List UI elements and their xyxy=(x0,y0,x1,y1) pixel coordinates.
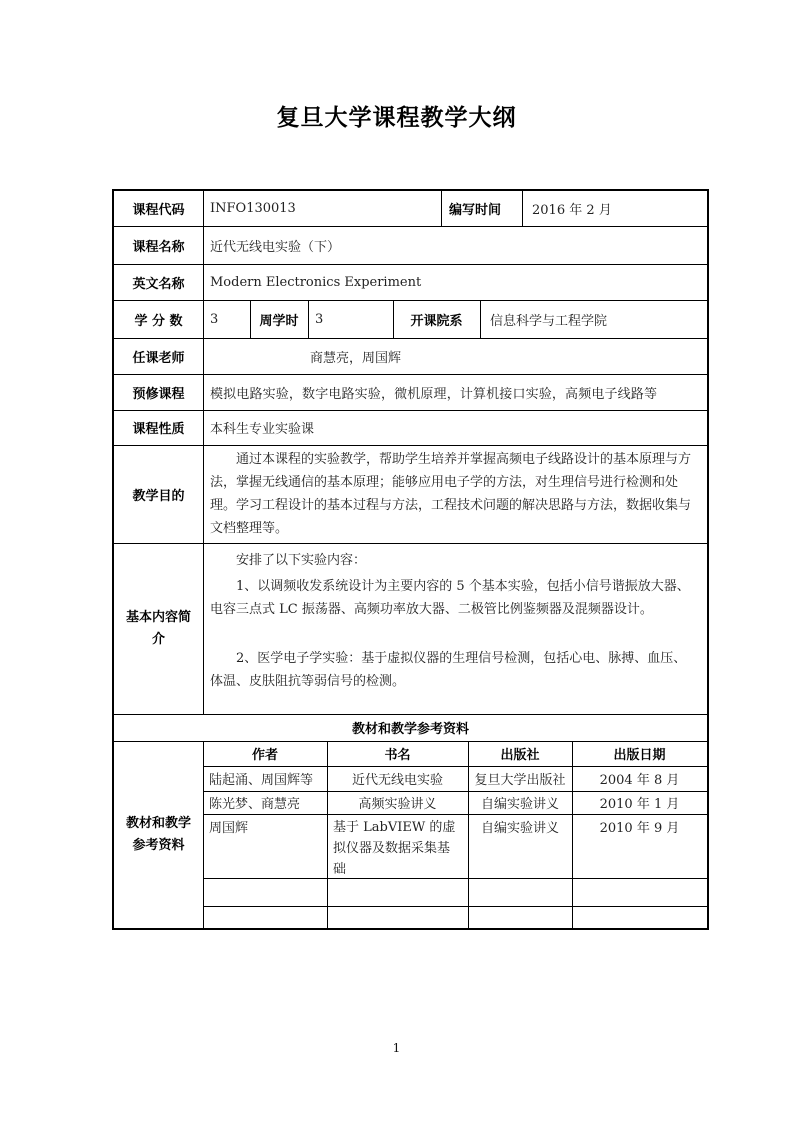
written-time-label: 编写时间 xyxy=(449,203,502,218)
objective-label: 教学目的 xyxy=(132,488,185,504)
written-time-value: 2016 年 2 月 xyxy=(532,203,612,218)
nature-value: 本科生专业实验课 xyxy=(210,422,315,437)
table-row-2-author: 陈光梦、商慧亮 xyxy=(209,797,301,812)
objective-text: 通过本课程的实验教学，帮助学生培养并掌握高频电子线路设计的基本原理与方法，掌握无线通信的基本原理；能够应用电子学的方法，对生理信号进行检测和处理。学习工程设计的基本过程与方法，工程技术问题的解决思路与方法，数据收集与文档整理等。 xyxy=(210,452,692,536)
prerequisites-label: 预修课程 xyxy=(132,386,185,402)
table-row-2-date: 2010 年 1 月 xyxy=(599,797,680,812)
course-name-value: 近代无线电实验（下） xyxy=(210,239,341,255)
table-row-1-author: 陆起涌、周国辉等 xyxy=(209,773,314,788)
table-row-3-book: 基于 LabVIEW 的虚拟仪器及数据采集基础 xyxy=(333,820,456,877)
page-title: 复旦大学课程教学大纲 xyxy=(276,105,517,131)
references-section-title: 教材和教学参考资料 xyxy=(351,722,469,737)
course-name-label: 课程名称 xyxy=(132,239,185,255)
table-row-3-author: 周国辉 xyxy=(209,821,249,836)
content-label: 基本内容简介 xyxy=(125,609,191,647)
content-item-2: 2、医学电子学实验：基于虚拟仪器的生理信号检测，包括心电、脉搏、血压、体温、皮肤阻抗等弱信号的检测。 xyxy=(210,651,687,689)
table-row-4-author xyxy=(203,878,327,906)
teachers-value: 商慧亮，周国辉 xyxy=(310,350,402,366)
table-row-4-book xyxy=(327,878,468,906)
table-row-3-date: 2010 年 9 月 xyxy=(599,821,680,836)
table-row-5-publisher xyxy=(468,906,572,928)
column-header-publisher: 出版社 xyxy=(500,748,540,763)
table-row-3-publisher: 自编实验讲义 xyxy=(480,821,559,836)
table-row-4-date xyxy=(572,878,707,906)
credits-value: 3 xyxy=(210,311,219,327)
weekly-hours-label: 周学时 xyxy=(259,313,299,329)
table-row-2-book: 高频实验讲义 xyxy=(358,797,437,812)
weekly-hours-value: 3 xyxy=(315,311,324,327)
syllabus-table xyxy=(112,189,709,930)
table-row-2-publisher: 自编实验讲义 xyxy=(480,797,559,812)
references-side-label: 教材和教学参考资料 xyxy=(125,815,191,853)
table-row-5-date xyxy=(572,906,707,928)
english-name-value: Modern Electronics Experiment xyxy=(210,274,422,290)
prerequisites-value: 模拟电路实验，数字电路实验，微机原理，计算机接口实验，高频电子线路等 xyxy=(210,386,658,402)
page-number: 1 xyxy=(392,1041,401,1055)
table-row-1-date: 2004 年 8 月 xyxy=(599,773,680,788)
content-item-1: 1、以调频收发系统设计为主要内容的 5 个基本实验，包括小信号谐振放大器、电容三点式 LC 振荡器、高频功率放大器、二极管比例鉴频器及混频器设计。 xyxy=(210,579,690,617)
content-intro: 安排了以下实验内容： xyxy=(236,553,367,568)
column-header-date: 出版日期 xyxy=(613,748,666,763)
english-name-label: 英文名称 xyxy=(132,276,185,292)
department-label: 开课院系 xyxy=(410,313,463,329)
column-header-author: 作者 xyxy=(251,748,278,763)
table-row-1-publisher: 复旦大学出版社 xyxy=(474,773,566,788)
table-row-5-book xyxy=(327,906,468,928)
course-code-label: 课程代码 xyxy=(132,203,185,218)
course-code-value: INFO130013 xyxy=(210,201,296,216)
table-row-4-publisher xyxy=(468,878,572,906)
table-row-5-author xyxy=(203,906,327,928)
teachers-label: 任课老师 xyxy=(132,350,185,366)
department-value: 信息科学与工程学院 xyxy=(490,313,608,329)
credits-label: 学 分 数 xyxy=(134,313,183,329)
nature-label: 课程性质 xyxy=(132,422,185,437)
table-row-1-book: 近代无线电实验 xyxy=(351,773,443,788)
column-header-book: 书名 xyxy=(384,748,411,763)
